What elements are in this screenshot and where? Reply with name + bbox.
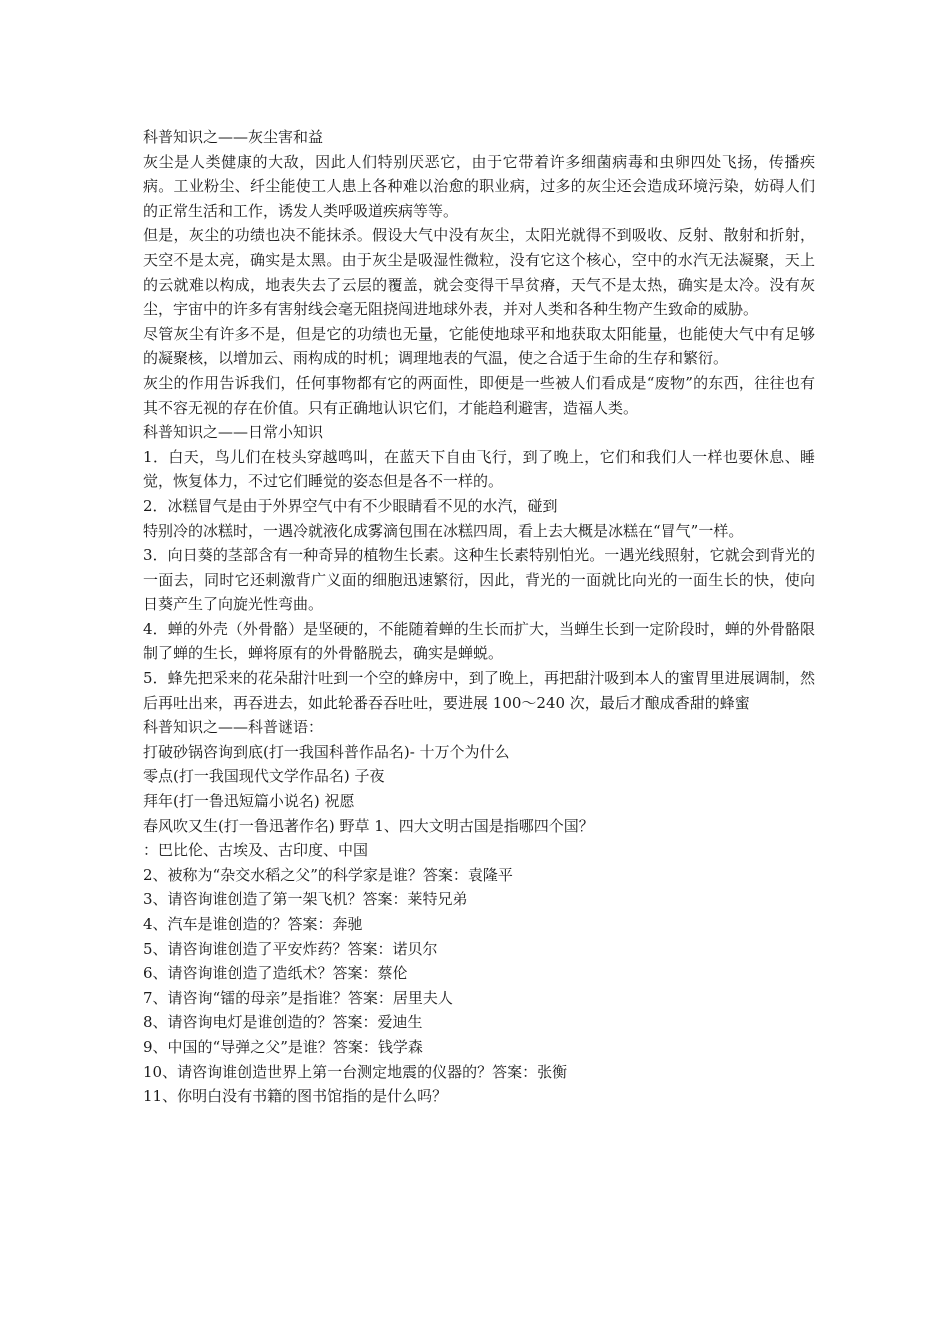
paragraph: 但是，灰尘的功绩也决不能抹杀。假设大气中没有灰尘，太阳光就得不到吸收、反射、散射和折射，天空不是太亮，确实是太黑。由于灰尘是吸湿性微粒，没有它这个核心，空中的水汽无法凝聚，天上的云就难以构成，地表失去了云层的覆盖，就会变得干旱贫瘠，天气不是太热，确实是太冷。没有灰尘，宇宙中的许多有害射线会毫无阻挠闯进地球外表，并对人类和各种生物产生致命的威胁。 — [143, 226, 815, 319]
question-line: 3、请咨询谁创造了第一架飞机？答案：莱特兄弟 — [143, 890, 468, 909]
paragraph: 尽管灰尘有许多不是，但是它的功绩也无量，它能使地球平和地获取太阳能量，也能使大气中有足够的凝聚核，以增加云、雨构成的时机；调理地表的气温，使之合适于生命的生存和繁衍。 — [143, 324, 815, 368]
question-line: 5、请咨询谁创造了平安炸药？答案：诺贝尔 — [143, 939, 438, 958]
question-line: 10、请咨询谁创造世界上第一台测定地震的仪器的？答案：张衡 — [143, 1062, 568, 1081]
document-body — [143, 125, 815, 1109]
answer-line: ：巴比伦、古埃及、古印度、中国 — [143, 841, 369, 860]
question-line: 2、被称为“杂交水稻之父”的科学家是谁？答案：袁隆平 — [143, 865, 513, 884]
section-heading-dust: 科普知识之——灰尘害和益 — [143, 128, 324, 146]
list-item: 5．蜂先把采来的花朵甜汁吐到一个空的蜂房中，到了晚上，再把甜汁吸到本人的蜜胃里进展调制，然后再吐出来，再吞进去，如此轮番吞吞吐吐，要进展 100～240 次，最后才酿成香甜的蜂蜜 — [143, 669, 815, 712]
list-item: 4．蝉的外壳（外骨骼）是坚硬的，不能随着蝉的生长而扩大，当蝉生长到一定阶段时，蝉的外骨骼限制了蝉的生长，蝉将原有的外骨骼脱去，确实是蝉蜕。 — [143, 619, 815, 663]
list-item: 3．向日葵的茎部含有一种奇异的植物生长素。这种生长素特别怕光。一遇光线照射，它就会到背光的一面去，同时它还刺激背广义面的细胞迅速繁衍，因此，背光的一面就比向光的一面生长的快，使向日葵产生了向旋光性弯曲。 — [143, 546, 815, 614]
riddle-line: 打破砂锅咨询到底(打一我国科普作品名)- 十万个为什么 — [143, 742, 510, 761]
question-line: 11、你明白没有书籍的图书馆指的是什么吗？ — [143, 1087, 448, 1106]
question-line: 8、请咨询电灯是谁创造的？答案：爱迪生 — [143, 1013, 423, 1032]
question-line: 7、请咨询“镭的母亲”是指谁？答案：居里夫人 — [143, 988, 453, 1007]
riddle-line: 春风吹又生(打一鲁迅著作名) 野草 1、四大文明古国是指哪四个国？ — [143, 816, 594, 835]
riddle-line: 零点(打一我国现代文学作品名) 子夜 — [143, 767, 385, 786]
paragraph: 灰尘是人类健康的大敌，因此人们特别厌恶它，由于它带着许多细菌病毒和虫卵四处飞扬，传播疾病。工业粉尘、纤尘能使工人患上各种难以治愈的职业病，过多的灰尘还会造成环境污染，妨碍人们的正常生活和工作，诱发人类呼吸道疾病等等。 — [143, 152, 815, 220]
question-line: 9、中国的“导弹之父”是谁？答案：钱学森 — [143, 1037, 423, 1056]
question-line: 6、请咨询谁创造了造纸术？答案：蔡伦 — [143, 964, 408, 983]
list-item: 2．冰糕冒气是由于外界空气中有不少眼睛看不见的水汽，碰到 — [143, 496, 558, 515]
section-heading-riddles: 科普知识之——科普谜语： — [143, 718, 324, 737]
paragraph: 特别冷的冰糕时，一遇冷就液化成雾滴包围在冰糕四周，看上去大概是冰糕在“冒气”一样。 — [143, 521, 744, 540]
riddle-line: 拜年(打一鲁迅短篇小说名) 祝愿 — [143, 792, 355, 811]
question-line: 4、汽车是谁创造的？答案：奔驰 — [143, 915, 363, 933]
list-item: 1．白天，鸟儿们在枝头穿越鸣叫，在蓝天下自由飞行，到了晚上，它们和我们人一样也要休息、睡觉，恢复体力，不过它们睡觉的姿态但是各不一样的。 — [143, 447, 815, 491]
paragraph: 灰尘的作用告诉我们，任何事物都有它的两面性，即便是一些被人们看成是“废物”的东西，往往也有其不容无视的存在价值。只有正确地认识它们，才能趋利避害，造福人类。 — [143, 373, 815, 417]
section-heading-daily-knowledge: 科普知识之——日常小知识 — [143, 423, 324, 442]
